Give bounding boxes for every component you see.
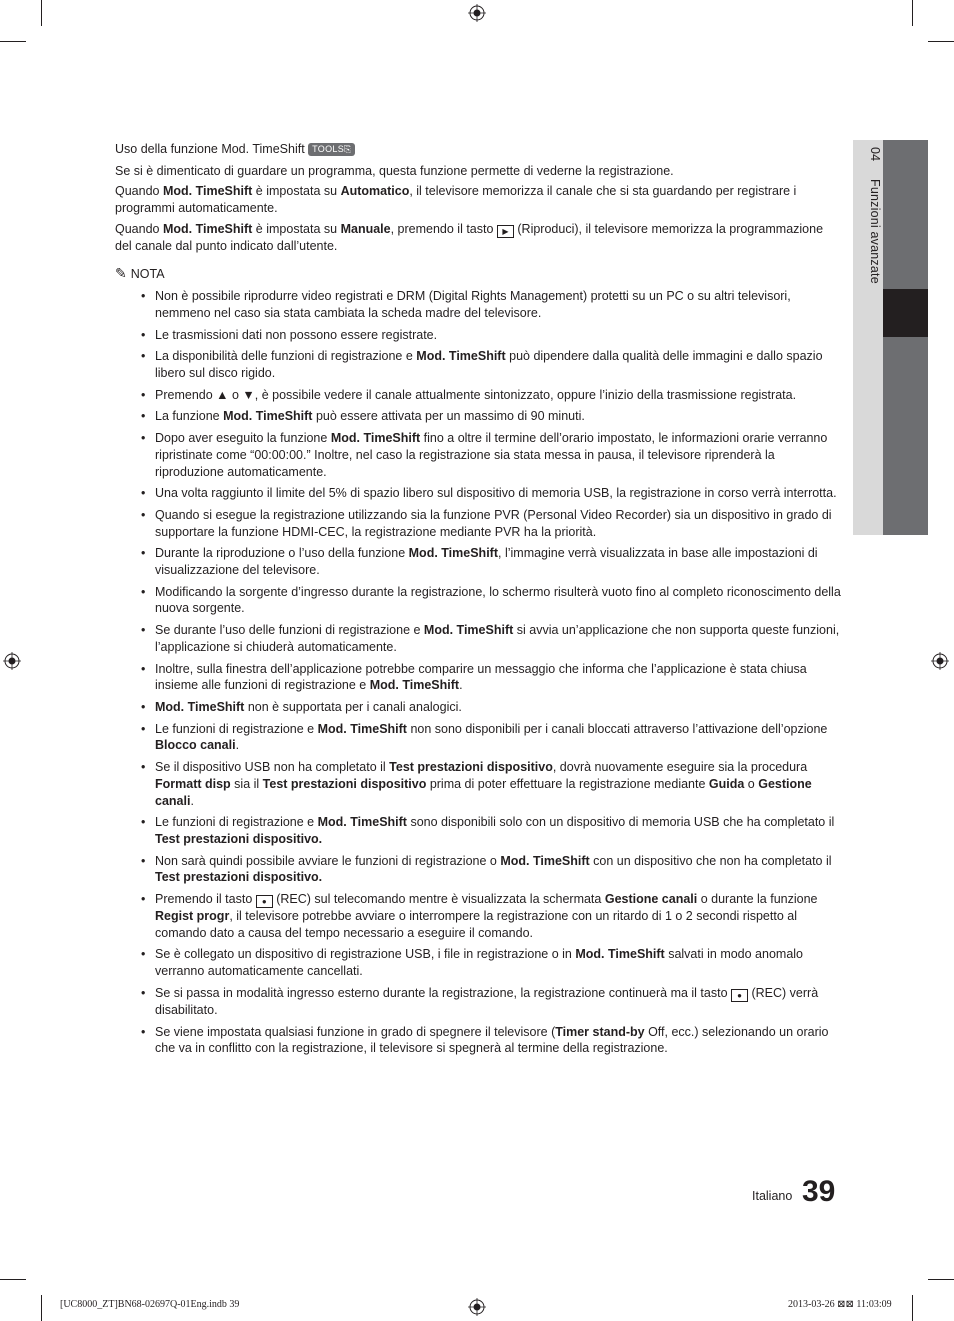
text-run: Le funzioni di registrazione e: [155, 815, 318, 830]
note-item: [115, 430, 841, 480]
text-run: Una volta raggiunto il limite del 5% di spazio libero sul dispositivo di memoria USB, la registrazione in corso verrà interrotta.: [155, 486, 837, 501]
text-run: salvati in modo anomalo verranno automaticamente cancellati.: [155, 947, 804, 979]
print-slug-date: 2013-03-26 ⊠⊠ 11:03:09: [788, 1299, 892, 1310]
note-item: [115, 853, 841, 886]
text-run: è impostata su: [252, 184, 341, 199]
text-run: Se durante l’uso delle funzioni di registrazione e: [155, 623, 424, 638]
bold-term: Test prestazioni dispositivo: [262, 776, 427, 791]
text-run: Premendo ▲ o ▼, è possibile vedere il canale attualmente sintonizzato, oppure l’inizio della trasmissione registrata.: [155, 387, 797, 402]
chapter-number: 04: [868, 147, 882, 162]
text-run: Durante la riproduzione o l’uso della funzione: [155, 546, 409, 561]
remote-key-icon: ●: [256, 895, 273, 908]
crop-mark: [0, 41, 26, 42]
bold-term: Mod. TimeShift: [162, 221, 253, 236]
crop-mark: [41, 0, 42, 26]
text-run: , premendo il tasto: [390, 221, 497, 236]
note-item: [115, 327, 841, 344]
remote-icon: ⎘: [344, 144, 352, 154]
body-paragraph: [115, 163, 841, 180]
bold-term: Test prestazioni dispositivo: [389, 760, 553, 775]
text-run: , il televisore memorizza il canale che si sta guardando per registrare i programmi automaticamente.: [115, 184, 797, 216]
page-content: [115, 141, 841, 1062]
page-number: 39: [802, 1175, 836, 1208]
note-item: [115, 507, 841, 540]
text-run: Se si è dimenticato di guardare un programma, questa funzione permette di vederne la registrazione.: [115, 163, 674, 178]
bold-term: Test prestazioni dispositivo.: [155, 870, 323, 885]
note-item: [115, 814, 841, 847]
note-item: [115, 699, 841, 716]
bold-term: Mod. TimeShift: [416, 349, 506, 364]
text-run: sia il: [230, 776, 263, 791]
note-item: [115, 545, 841, 578]
text-run: Non è possibile riprodurre video registrati e DRM (Digital Rights Management) protetti su un PC o su altri televisori, nemmeno nel caso sia stata cambiata la scheda madre del televisore.: [155, 289, 791, 320]
bold-term: Regist progr: [155, 909, 230, 924]
print-slug-file: [UC8000_ZT]BN68-02697Q-01Eng.indb 39: [60, 1299, 240, 1310]
text-run: o durante la funzione: [697, 892, 818, 907]
crop-mark: [41, 1295, 42, 1321]
text-run: Le trasmissioni dati non possono essere registrate.: [155, 327, 438, 342]
text-run: può essere attivata per un massimo di 90 minuti.: [312, 409, 585, 424]
intro-paragraphs: [115, 163, 841, 255]
bold-term: Mod. TimeShift: [162, 184, 253, 199]
text-run: Le funzioni di registrazione e: [155, 721, 318, 736]
chapter-tab-label: [868, 147, 882, 284]
body-paragraph: [115, 221, 841, 255]
note-item: [115, 584, 841, 617]
note-item: [115, 387, 841, 404]
text-run: è impostata su: [252, 221, 341, 236]
text-run: Se è collegato un dispositivo di registrazione USB, i file in registrazione o in: [155, 947, 576, 962]
note-item: [115, 622, 841, 655]
tools-badge: TOOLS⎘: [308, 143, 354, 156]
registration-mark-icon: [468, 4, 486, 22]
text-run: (REC) verrà disabilitato.: [155, 985, 819, 1017]
bold-term: Mod. TimeShift: [223, 409, 313, 424]
bold-term: Mod. TimeShift: [575, 947, 665, 962]
text-run: (Riproduci), il televisore memorizza la programmazione del canale dal punto indicato dall’utente.: [115, 221, 824, 253]
registration-mark-icon: [468, 1298, 486, 1316]
notes-list: [115, 288, 841, 1057]
crop-mark: [912, 1295, 913, 1321]
text-run: Non sarà quindi possibile avviare le funzioni di registrazione o: [155, 853, 501, 868]
bold-term: Gestione canali: [604, 892, 698, 907]
crop-mark: [912, 0, 913, 26]
text-run: prima di poter effettuare la registrazione mediante: [426, 776, 709, 791]
note-item: [115, 408, 841, 425]
crop-mark: [928, 41, 954, 42]
bold-term: Blocco canali: [155, 738, 236, 753]
footer-language: Italiano: [752, 1189, 793, 1203]
body-paragraph: [115, 183, 841, 216]
bold-term: Mod. TimeShift: [423, 623, 514, 638]
text-run: .: [190, 793, 194, 808]
text-run: La disponibilità delle funzioni di registrazione e: [155, 349, 417, 364]
note-item: [115, 946, 841, 979]
text-run: fino a oltre il termine dell’orario impostato, le informazioni orarie verranno ripristinate come “00:00:00.” Inoltre, nel caso la registrazione sia stata messa in pausa, il televisore riprenderà la riproduzione automaticamente.: [155, 431, 828, 479]
remote-key-icon: ▶: [497, 225, 514, 238]
text-run: Modificando la sorgente d’ingresso durante la registrazione, lo schermo risulterà vuoto fino al completo riconoscimento della nuova sorgente.: [155, 584, 841, 616]
text-run: Se si passa in modalità ingresso esterno durante la registrazione, la registrazione continuerà ma il tasto: [155, 985, 732, 1000]
registration-mark-icon: [931, 652, 949, 670]
text-run: Premendo il tasto: [155, 892, 256, 907]
text-run: con un dispositivo che non ha completato il: [589, 853, 832, 868]
section-heading: [115, 141, 841, 158]
text-run: .: [235, 738, 240, 753]
bold-term: Automatico: [340, 184, 410, 199]
bold-term: Mod. TimeShift: [408, 546, 498, 561]
bold-term: Mod. TimeShift: [155, 699, 245, 714]
text-run: , il televisore potrebbe avviare o interrompere la registrazione con un ritardo di 1 o 2 secondi rispetto al comando dato a causa del tempo necessario a eseguire il comando.: [155, 909, 797, 940]
note-item: [115, 661, 841, 694]
text-run: Se il dispositivo USB non ha completato il: [155, 760, 390, 775]
text-run: Quando si esegue la registrazione utilizzando sia la funzione PVR (Personal Video Recorder) sia un dispositivo in grado di supportare la funzione HDMI-CEC, la registrazione mediante PVR ha la priorità.: [155, 507, 832, 539]
chapter-title: Funzioni avanzate: [868, 179, 882, 284]
bold-term: Guida: [708, 776, 745, 791]
text-run: Se viene impostata qualsiasi funzione in grado di spegnere il televisore (: [155, 1024, 556, 1039]
note-item: [115, 891, 841, 941]
text-run: o: [744, 776, 759, 791]
note-item: [115, 348, 841, 381]
text-run: , l’immagine verrà visualizzata in base alle impostazioni di visualizzazione del televisore.: [155, 546, 818, 578]
text-run: (REC) sul telecomando mentre è visualizzata la schermata: [272, 892, 605, 907]
text-run: Quando: [115, 184, 163, 199]
bold-term: Mod. TimeShift: [317, 815, 407, 830]
note-item: [115, 1024, 841, 1057]
bold-term: Timer stand-by: [555, 1024, 645, 1039]
note-item: [115, 721, 841, 754]
bold-term: Gestione canali: [155, 776, 812, 808]
text-run: Quando: [115, 221, 163, 236]
note-item: [115, 288, 841, 321]
text-run: , dovrà nuovamente eseguire sia la procedura: [552, 760, 808, 775]
pencil-icon: ✎: [115, 264, 127, 281]
note-item: [115, 485, 841, 502]
text-run: Dopo aver eseguito la funzione: [155, 431, 331, 446]
note-item: [115, 985, 841, 1019]
crop-mark: [0, 1279, 26, 1280]
text-run: non è supportata per i canali analogici.: [244, 699, 462, 714]
bold-term: Formatt disp: [155, 776, 231, 791]
text-run: .: [459, 678, 463, 693]
bold-term: Mod. TimeShift: [317, 721, 407, 736]
chapter-tab-dark: [883, 140, 928, 535]
text-run: si avvia un’applicazione che non supporta queste funzioni, l’applicazione si chiuderà automaticamente.: [155, 623, 840, 654]
text-run: può dipendere dalla qualità delle immagini e dallo spazio libero sul disco rigido.: [155, 349, 823, 381]
bold-term: Manuale: [340, 221, 391, 236]
registration-mark-icon: [3, 652, 21, 670]
remote-key-icon: ●: [731, 989, 748, 1002]
note-heading: ✎ NOTA: [115, 264, 165, 281]
bold-term: Mod. TimeShift: [500, 853, 590, 868]
text-run: Off, ecc.) selezionando un orario che va in conflitto con la registrazione, il televisore si spegnerà al termine della registrazione.: [155, 1024, 829, 1056]
text-run: sono disponibili solo con un dispositivo di memoria USB che ha completato il: [406, 815, 835, 830]
note-item: [115, 759, 841, 809]
section-title: Uso della funzione Mod. TimeShift: [115, 142, 305, 156]
bold-term: Mod. TimeShift: [369, 678, 460, 693]
text-run: non sono disponibili per i canali bloccati attraverso l’attivazione dell’opzione: [406, 721, 828, 736]
bold-term: Test prestazioni dispositivo.: [155, 831, 323, 846]
text-run: Inoltre, sulla finestra dell’applicazione potrebbe comparire un messaggio che informa che l’applicazione è stata chiusa insieme alle funzioni di registrazione e: [155, 661, 807, 693]
text-run: La funzione: [155, 409, 224, 424]
bold-term: Mod. TimeShift: [330, 431, 421, 446]
chapter-tab-marker: [883, 289, 928, 337]
crop-mark: [928, 1279, 954, 1280]
